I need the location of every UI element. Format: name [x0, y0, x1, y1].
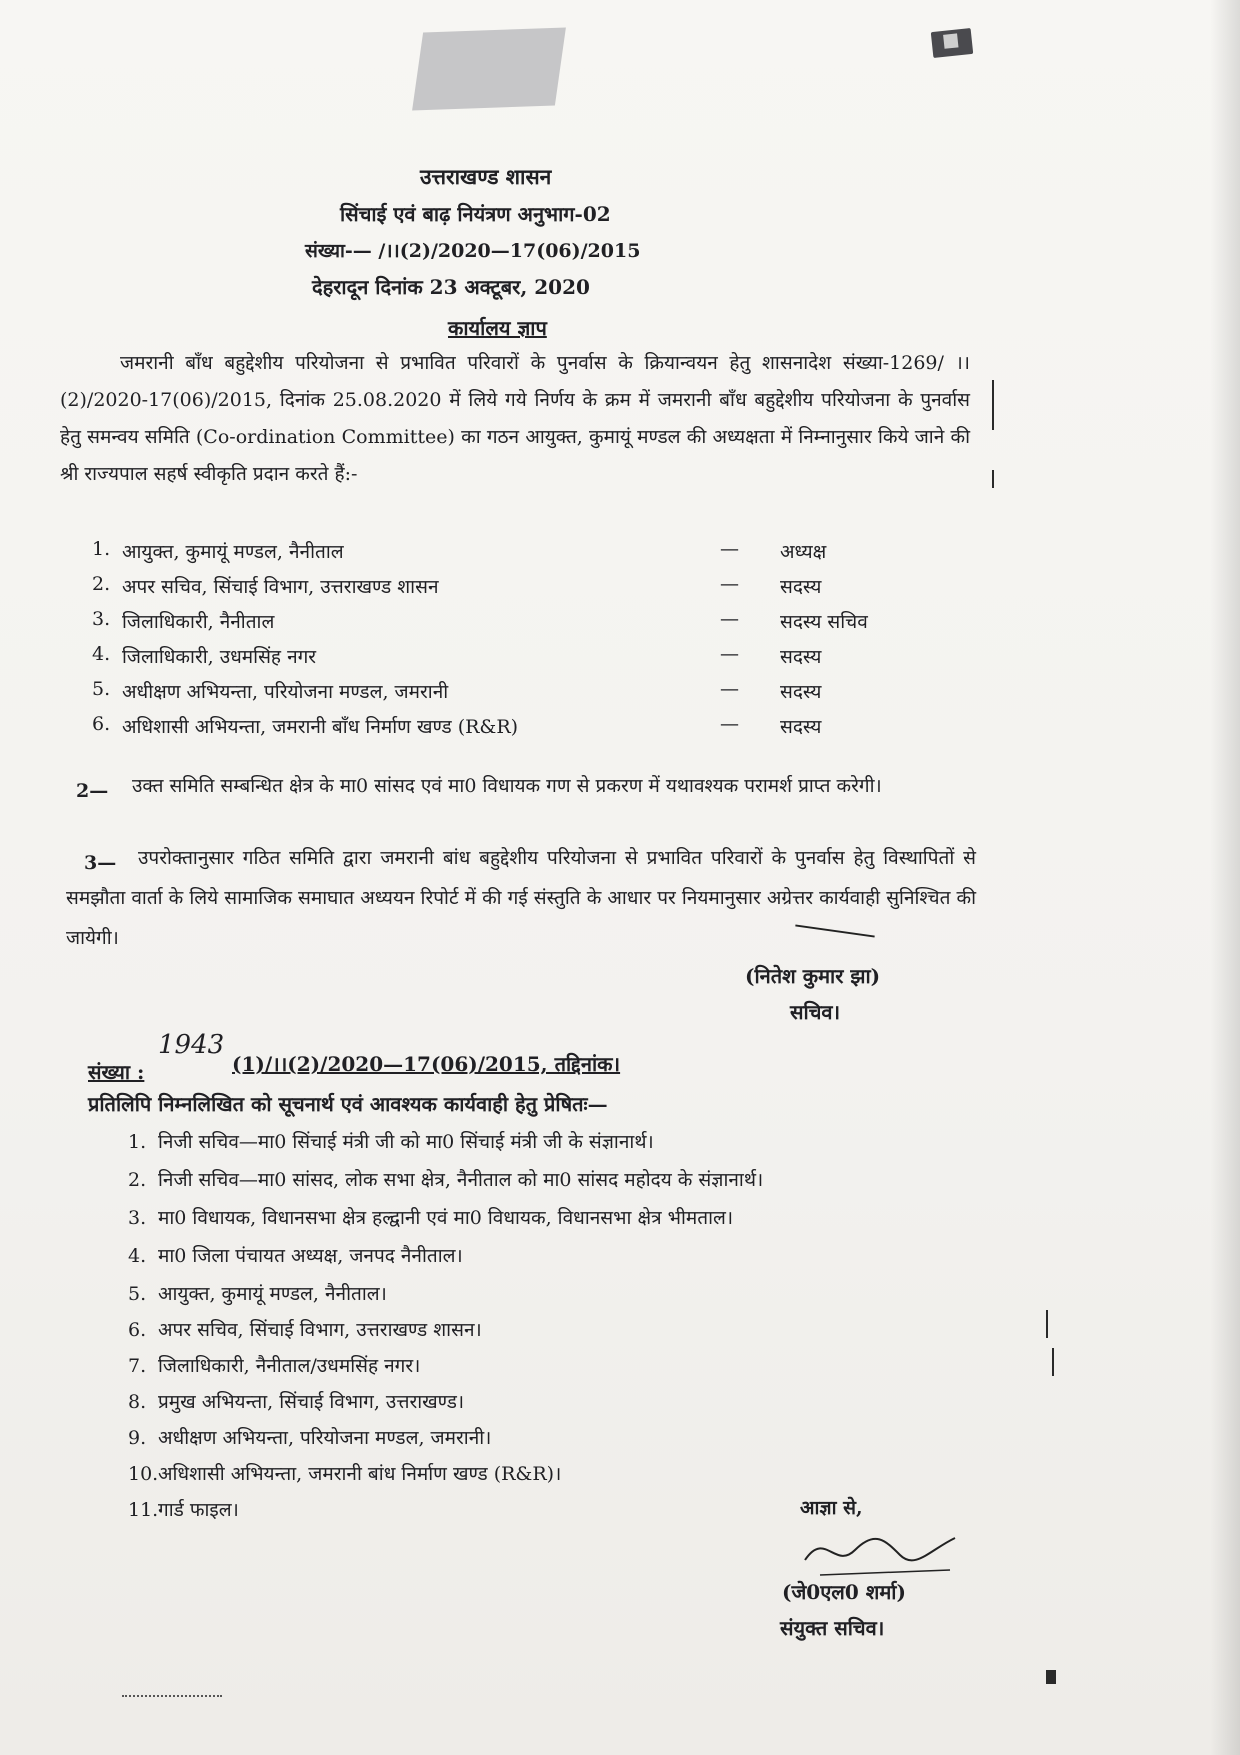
copy-list-item: 1. निजी सचिव—मा0 सिंचाई मंत्री जी को मा0 सिंचाई मंत्री जी के संज्ञानार्थ।: [128, 1131, 654, 1153]
point-3-text: उपरोक्तानुसार गठित समिति द्वारा जमरानी बांध बहुद्देशीय परियोजना से प्रभावित परिवारों के पुनर्वास हेतु विस्थापितों से समझौता वार्ता के लिये सामाजिक समाघात अध्ययन रिपोर्ट में की गई संस्तुति के आधार पर नियमानुसार अग्रेत्तर कार्यवाही सुनिश्चित की जायेगी।: [66, 847, 976, 949]
bottom-scan-mark: [122, 1695, 222, 1697]
margin-mark: [1046, 1310, 1048, 1338]
margin-mark: [992, 380, 994, 430]
signatory-2-designation: संयुक्त सचिव।: [780, 1616, 885, 1640]
copy-list-item: 10.अधिशासी अभियन्ता, जमरानी बांध निर्माण खण्ड (R&R)।: [128, 1463, 562, 1485]
point-2-number: 2—: [76, 780, 109, 802]
member-row: 5. अधीक्षण अभियन्ता, परियोजना मण्डल, जमरानी — सदस्य: [92, 678, 822, 703]
margin-mark: [992, 470, 994, 488]
point-3-number: 3—: [84, 852, 117, 874]
order-number: संख्या-— /।।(2)/2020—17(06)/2015: [305, 240, 641, 262]
section-name: सिंचाई एवं बाढ़ नियंत्रण अनुभाग-02: [340, 202, 611, 226]
government-name: उत्तराखण्ड शासन: [420, 164, 552, 189]
copy-list-item: 11.गार्ड फाइल।: [128, 1499, 239, 1521]
corner-tab-icon: [931, 28, 973, 58]
member-row: 6. अधिशासी अभियन्ता, जमरानी बाँध निर्माण खण्ड (R&R) — सदस्य: [92, 713, 822, 738]
copy-list-item: 3. मा0 विधायक, विधानसभा क्षेत्र हल्द्वानी एवं मा0 विधायक, विधानसभा क्षेत्र भीमताल।: [128, 1207, 734, 1229]
copy-list-item: 9. अधीक्षण अभियन्ता, परियोजना मण्डल, जमरानी।: [128, 1427, 492, 1449]
copy-list-item: 6. अपर सचिव, सिंचाई विभाग, उत्तराखण्ड शासन।: [128, 1319, 482, 1341]
scan-artifact: [412, 28, 566, 111]
copy-list-item: 5. आयुक्त, कुमायूं मण्डल, नैनीताल।: [128, 1283, 387, 1305]
copy-number-handwritten: 1943: [158, 1030, 225, 1060]
signatory-1-designation: सचिव।: [790, 1000, 841, 1024]
member-row: 4. जिलाधिकारी, उधमसिंह नगर — सदस्य: [92, 643, 822, 668]
copy-intro: प्रतिलिपि निम्नलिखित को सूचनार्थ एवं आवश्यक कार्यवाही हेतु प्रेषितः—: [88, 1092, 608, 1116]
point-2-text: उक्त समिति सम्बन्धित क्षेत्र के मा0 सांसद एवं मा0 विधायक गण से प्रकरण में यथावश्यक परामर्श प्राप्त करेगी।: [132, 775, 882, 797]
intro-paragraph: जमरानी बाँध बहुद्देशीय परियोजना से प्रभावित परिवारों के पुनर्वास के क्रियान्वयन हेतु शासनादेश संख्या-1269/ ।।(2)/2020-17(06)/2015, दिनांक 25.08.2020 में लिये गये निर्णय के क्रम में जमरानी बाँध बहुद्देशीय परियोजना के पुनर्वास हेतु समन्वय समिति (Co-ordination Committee) का गठन आयुक्त, कुमायूं मण्डल की अध्यक्षता में निम्नानुसार किये जाने की श्री राज्यपाल सहर्ष स्वीकृति प्रदान करते हैं:-: [60, 352, 970, 485]
copy-list-item: 8. प्रमुख अभियन्ता, सिंचाई विभाग, उत्तराखण्ड।: [128, 1391, 465, 1413]
copy-number-label: संख्या :: [88, 1060, 145, 1084]
copy-list-item: 2. निजी सचिव—मा0 सांसद, लोक सभा क्षेत्र, नैनीताल को मा0 सांसद महोदय के संज्ञानार्थ।: [128, 1169, 764, 1191]
copy-list-item: 4. मा0 जिला पंचायत अध्यक्ष, जनपद नैनीताल।: [128, 1245, 463, 1267]
member-row: 2. अपर सचिव, सिंचाई विभाग, उत्तराखण्ड शासन — सदस्य: [92, 573, 822, 598]
member-row: 1. आयुक्त, कुमायूं मण्डल, नैनीताल — अध्यक्ष: [92, 538, 827, 563]
memo-title: कार्यालय ज्ञाप: [448, 316, 547, 340]
signatory-1-name: (नितेश कुमार झा): [745, 964, 881, 988]
signature-2-scribble: [800, 1520, 960, 1580]
order-date: देहरादून दिनांक 23 अक्टूबर, 2020: [312, 275, 590, 299]
margin-mark: [1046, 1670, 1056, 1684]
by-order-text: आज्ञा से,: [800, 1497, 863, 1519]
signatory-2-name: (जे0एल0 शर्मा): [782, 1580, 906, 1604]
copy-number-rest: (1)/।।(2)/2020—17(06)/2015, तद्दिनांक।: [232, 1052, 621, 1076]
margin-mark: [1052, 1348, 1054, 1376]
copy-list-item: 7. जिलाधिकारी, नैनीताल/उधमसिंह नगर।: [128, 1355, 421, 1377]
member-row: 3. जिलाधिकारी, नैनीताल — सदस्य सचिव: [92, 608, 868, 633]
scan-shadow: [1210, 0, 1240, 1755]
